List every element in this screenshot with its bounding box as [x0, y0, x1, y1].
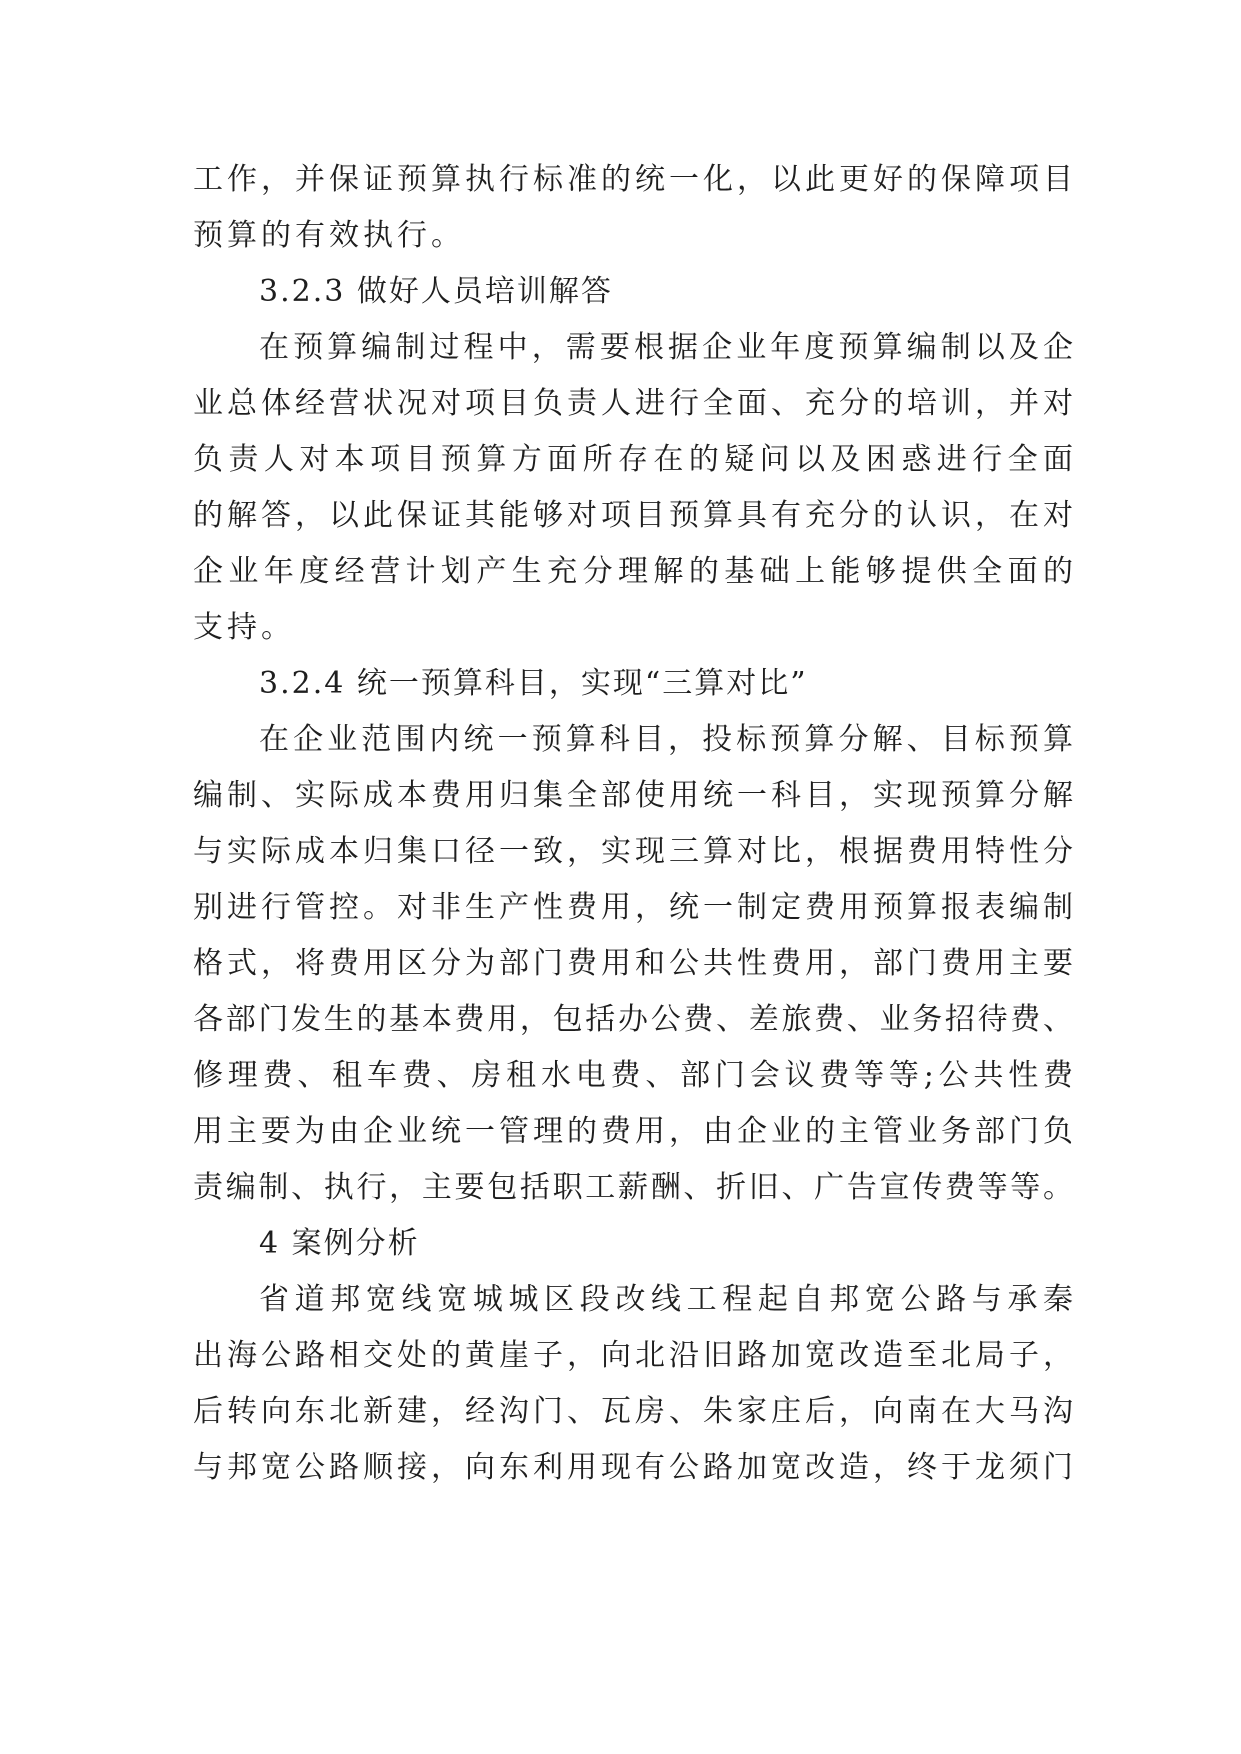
- section-heading: 4 案例分析: [259, 1226, 420, 1261]
- text-line: 负责人对本项目预算方面所存在的疑问以及困惑进行全面: [193, 442, 1073, 477]
- text-line: 预算的有效执行。: [193, 218, 465, 253]
- text-line: 出海公路相交处的黄崖子，向北沿旧路加宽改造至北局子，: [193, 1338, 1073, 1373]
- text-line: 用主要为由企业统一管理的费用，由企业的主管业务部门负: [193, 1114, 1073, 1149]
- text-line: 与邦宽公路顺接，向东利用现有公路加宽改造，终于龙须门: [193, 1450, 1073, 1485]
- text-line: 别进行管控。对非生产性费用，统一制定费用预算报表编制: [193, 890, 1073, 925]
- section-heading: 3.2.3 做好人员培训解答: [259, 274, 613, 309]
- text-line: 编制、实际成本费用归集全部使用统一科目，实现预算分解: [193, 778, 1073, 813]
- text-line: 各部门发生的基本费用，包括办公费、差旅费、业务招待费、: [193, 1002, 1073, 1037]
- text-line: 的解答，以此保证其能够对项目预算具有充分的认识，在对: [193, 498, 1073, 533]
- text-line: 在企业范围内统一预算科目，投标预算分解、目标预算: [259, 722, 1073, 757]
- text-line: 修理费、租车费、房租水电费、部门会议费等等;公共性费: [193, 1058, 1073, 1093]
- text-line: 在预算编制过程中，需要根据企业年度预算编制以及企: [259, 330, 1073, 365]
- text-line: 格式，将费用区分为部门费用和公共性费用，部门费用主要: [193, 946, 1073, 981]
- body-text: [193, 152, 1073, 1496]
- text-line: 后转向东北新建，经沟门、瓦房、朱家庄后，向南在大马沟: [193, 1394, 1073, 1429]
- text-line: 责编制、执行，主要包括职工薪酬、折旧、广告宣传费等等。: [193, 1170, 1073, 1205]
- text-line: 企业年度经营计划产生充分理解的基础上能够提供全面的: [193, 554, 1073, 589]
- text-line: 省道邦宽线宽城城区段改线工程起自邦宽公路与承秦: [259, 1282, 1073, 1317]
- section-heading: 3.2.4 统一预算科目，实现“三算对比”: [259, 666, 808, 701]
- text-line: 工作，并保证预算执行标准的统一化，以此更好的保障项目: [193, 162, 1073, 197]
- text-line: 业总体经营状况对项目负责人进行全面、充分的培训，并对: [193, 386, 1073, 421]
- text-line: 与实际成本归集口径一致，实现三算对比，根据费用特性分: [193, 834, 1073, 869]
- text-line: 支持。: [193, 610, 295, 645]
